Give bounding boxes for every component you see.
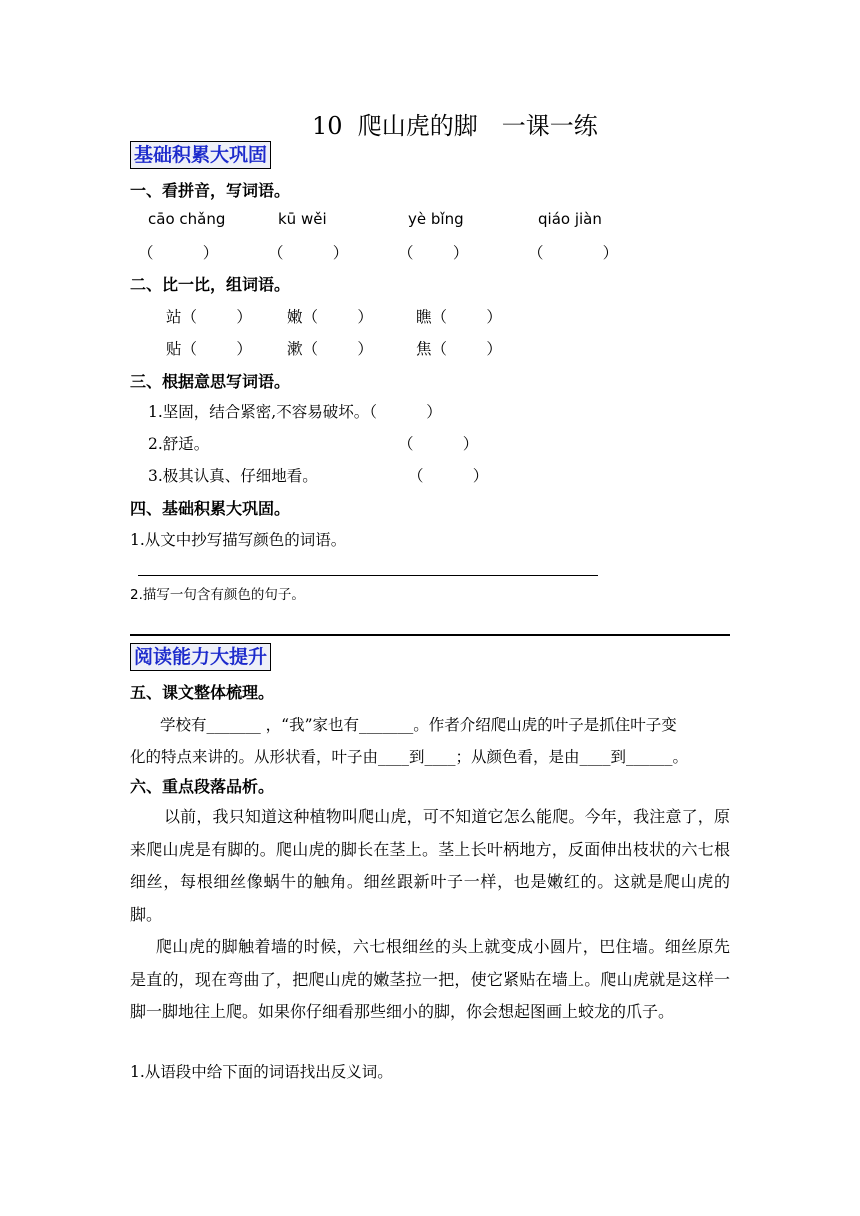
- answer-blank[interactable]: （ ）: [528, 244, 619, 262]
- pinyin-4: qiáo jiàn: [538, 210, 602, 228]
- q6-item-1: 1.从语段中给下面的词语找出反义词。: [130, 1063, 393, 1081]
- q2-heading: 二、比一比，组词语。: [130, 275, 291, 294]
- compare-item[interactable]: 瞧（ ）: [416, 308, 502, 326]
- pinyin-2: kū wěi: [278, 210, 327, 228]
- meaning-item-3: 3.极其认真、仔细地看。: [148, 467, 318, 485]
- answer-blank[interactable]: （ ）: [138, 244, 219, 262]
- meaning-item-1[interactable]: 1.坚固，结合紧密,不容易破坏。（ ）: [148, 403, 442, 421]
- q4-item-2: 2.描写一句含有颜色的句子。: [130, 587, 305, 603]
- answer-blank[interactable]: （ ）: [268, 244, 349, 262]
- section-divider: [130, 634, 730, 636]
- pinyin-3: yè bǐng: [408, 210, 464, 228]
- q6-heading: 六、重点段落品析。: [130, 777, 275, 796]
- pinyin-1: cāo chǎng: [148, 210, 226, 228]
- compare-item[interactable]: 站（ ）: [166, 308, 252, 326]
- reading-paragraph-1: 以前，我只知道这种植物叫爬山虎，可不知道它怎么能爬。今年，我注意了，原来爬山虎是有脚的。爬山虎的脚长在茎上。茎上长叶柄地方，反面伸出枝状的六七根细丝，每根细丝像蜗牛的触角。细丝跟新叶子一样，也是嫩红的。这就是爬山虎的脚。: [130, 807, 730, 924]
- meaning-item-2: 2.舒适。: [148, 435, 210, 453]
- compare-item[interactable]: 嫩（ ）: [287, 308, 373, 326]
- q4-heading: 四、基础积累大巩固。: [130, 499, 291, 518]
- answer-blank[interactable]: （ ）: [408, 467, 489, 485]
- q5-heading: 五、课文整体梳理。: [130, 683, 275, 702]
- q4-item-1: 1.从文中抄写描写颜色的词语。: [130, 531, 347, 549]
- q3-heading: 三、根据意思写词语。: [130, 372, 291, 391]
- q5-line-2[interactable]: 化的特点来讲的。从形状看，叶子由____到____；从颜色看，是由____到______。: [130, 748, 689, 766]
- answer-line[interactable]: [138, 575, 598, 576]
- compare-item[interactable]: 焦（ ）: [416, 340, 502, 358]
- answer-blank[interactable]: （ ）: [398, 435, 479, 453]
- q1-heading: 一、看拼音，写词语。: [130, 181, 291, 200]
- reading-paragraph-2: 爬山虎的脚触着墙的时候，六七根细丝的头上就变成小圆片，巴住墙。细丝原先是直的，现在弯曲了，把爬山虎的嫩茎拉一把，使它紧贴在墙上。爬山虎就是这样一脚一脚地往上爬。如果你仔细看那些细小的脚，你会想起图画上蛟龙的爪子。: [130, 937, 730, 1021]
- page-title: 10 爬山虎的脚 一课一练: [312, 112, 598, 140]
- section-label-reading: 阅读能力大提升: [130, 643, 271, 671]
- q5-line-1[interactable]: 学校有_______ ，“我”家也有_______。作者介绍爬山虎的叶子是抓住叶子变: [160, 716, 677, 734]
- compare-item[interactable]: 贴（ ）: [166, 340, 252, 358]
- compare-item[interactable]: 漱（ ）: [287, 340, 373, 358]
- answer-blank[interactable]: （ ）: [398, 244, 469, 262]
- section-label-basics: 基础积累大巩固: [130, 141, 271, 169]
